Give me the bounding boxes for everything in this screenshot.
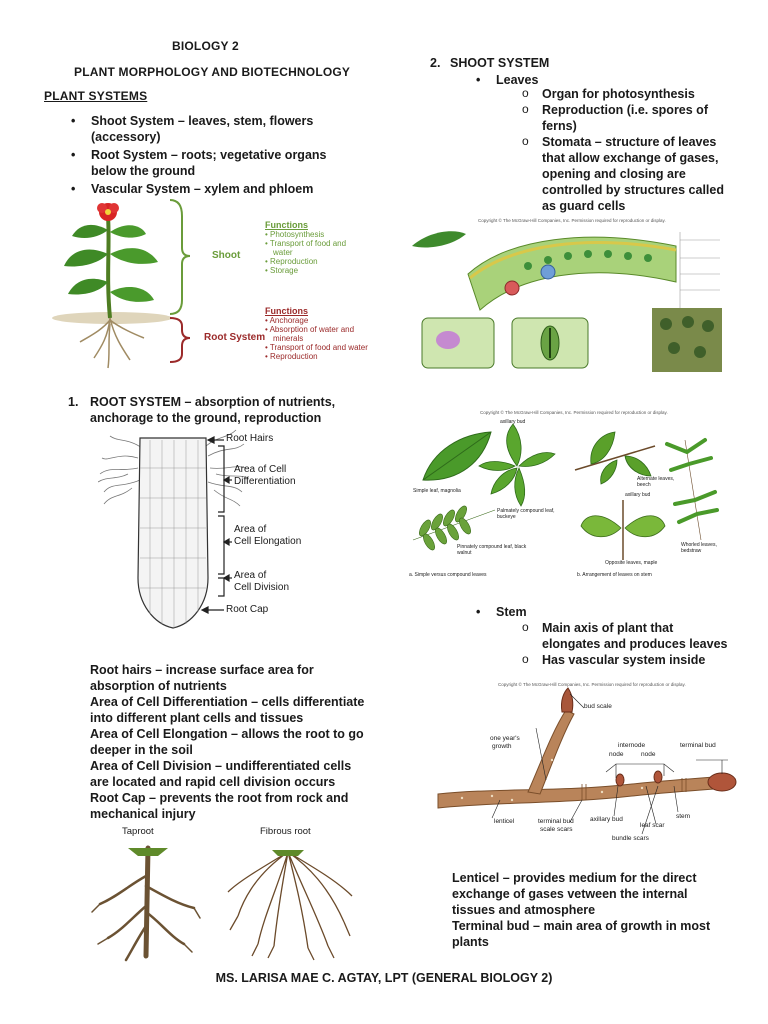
stem-label-text: one year's — [490, 735, 520, 742]
function-item: • Reproduction — [265, 352, 318, 361]
root-section-heading: ROOT SYSTEM – absorption of nutrients, anchorage to the ground, reproduction — [90, 395, 336, 425]
stem-label-text: internode — [618, 742, 646, 749]
leaves-label: • Leaves — [468, 72, 728, 88]
leaf-label: b. Arrangement of leaves on stem — [577, 572, 652, 578]
stem-label-text: terminal bud — [538, 818, 574, 825]
label-line: Cell Division — [234, 582, 290, 593]
function-item: • Photosynthesis — [265, 230, 325, 239]
leaf-label: Whorled leaves, bedstraw — [681, 542, 717, 554]
function-item: minerals — [273, 334, 304, 343]
stem-label-text: leaf scar — [640, 822, 665, 829]
copyright-notice: Copyright © The McGraw-Hill Companies, Inc. Permission required for reproduction or display. — [498, 682, 686, 687]
function-item: water — [273, 248, 293, 257]
root-functions-box — [265, 306, 375, 361]
label-line: Cell Elongation — [234, 536, 302, 547]
leaves-points — [518, 86, 728, 214]
description-item: Area of Cell Elongation – allows the root to go deeper in the soil — [90, 727, 364, 757]
description-item: Area of Cell Division – undifferentiated cells are located and rapid cell division occurs — [90, 759, 352, 789]
root-descriptions — [90, 662, 370, 822]
stem-label-text: scale scars — [540, 826, 573, 833]
leaf-label: a. Simple versus compound leaves — [409, 572, 487, 578]
label-line: Area of Cell — [234, 464, 287, 475]
leaf-label: Palmately compound leaf, buckeye — [497, 508, 555, 520]
stem-label-text: node — [609, 751, 624, 758]
shoot-section-number: 2. — [430, 56, 441, 70]
note-item: Terminal bud – main area of growth in most plants — [452, 919, 711, 949]
function-item: • Anchorage — [265, 316, 309, 325]
function-item: • Transport of food and water — [265, 343, 368, 352]
list-item: o Main axis of plant that elongates and produces leaves — [518, 620, 728, 652]
label-line: Area of — [234, 570, 267, 581]
leaf-label: axillary bud — [625, 492, 651, 498]
description-item: Area of Cell Differentiation – cells differentiate into different plant cells and tissues — [90, 695, 365, 725]
elongation-label — [234, 524, 301, 548]
root-cap-label: Root Cap — [226, 604, 269, 615]
list-item: o Stomata – structure of leaves that allow exchange of gases, opening and closing are controlled by structures called as guard cells — [518, 134, 728, 214]
plant-systems-heading: PLANT SYSTEMS — [44, 89, 148, 103]
function-item: • Absorption of water and — [265, 325, 355, 334]
note-item: Lenticel – provides medium for the direct exchange of gases vetween the internal tissues and atmosphere — [452, 871, 697, 917]
woody-stem-figure — [432, 680, 742, 850]
root-zones-figure — [98, 428, 338, 640]
stem-label-text: stem — [676, 813, 691, 820]
taproot-label: Taproot — [122, 826, 154, 837]
shoot-functions-box — [265, 220, 373, 275]
list-item: o Reproduction (i.e. spores of ferns) — [518, 102, 728, 134]
shoot-functions-heading: Functions — [265, 220, 308, 230]
stem-label-text: node — [641, 751, 656, 758]
list-item: • Root System – roots; vegetative organs below the ground — [63, 147, 363, 179]
label-line: Differentiation — [234, 476, 296, 487]
root-system-label: Root System — [204, 332, 266, 343]
differentiation-label — [234, 464, 296, 488]
division-label — [234, 570, 289, 594]
leaf-label: Pinnately compound leaf, black walnut — [457, 544, 527, 556]
footer-text: MS. LARISA MAE C. AGTAY, LPT (GENERAL BIOLOGY 2) — [215, 971, 553, 985]
list-item: • Vascular System – xylem and phloem — [63, 181, 363, 197]
page-title: BIOLOGY 2 — [172, 39, 239, 53]
stem-label-text: axillary bud — [590, 816, 623, 823]
root-types-figure — [88, 826, 378, 966]
stem-label-text: bud scale — [584, 703, 612, 710]
shoot-section-heading: SHOOT SYSTEM — [450, 56, 550, 70]
page-subtitle: PLANT MORPHOLOGY AND BIOTECHNOLOGY — [74, 65, 351, 79]
root-section-number: 1. — [68, 395, 79, 409]
description-item: Root hairs – increase surface area for absorption of nutrients — [90, 663, 314, 693]
stem-label: • Stem — [468, 604, 728, 620]
function-item: • Reproduction — [265, 257, 318, 266]
leaf-label: Alternate leaves, beech — [637, 476, 675, 488]
stem-notes — [452, 870, 732, 950]
leaf-cross-section-figure — [408, 218, 724, 380]
description-item: Root Cap – prevents the root from rock and mechanical injury — [90, 791, 349, 821]
stem-points — [518, 620, 728, 668]
copyright-notice: Copyright © The McGraw-Hill Companies, Inc. Permission required for reproduction or display. — [478, 218, 666, 223]
stem-label-text: bundle scars — [612, 835, 649, 842]
root-functions-heading: Functions — [265, 306, 308, 316]
leaf-label: Opposite leaves, maple — [605, 560, 658, 566]
leaf-label: axillary bud — [500, 419, 526, 425]
list-item: o Organ for photosynthesis — [518, 86, 728, 102]
copyright-notice: Copyright © The McGraw-Hill Companies, Inc. Permission required for reproduction or display. — [480, 410, 668, 415]
function-item: • Transport of food and — [265, 239, 347, 248]
root-hairs-label: Root Hairs — [226, 433, 274, 444]
list-item: o Has vascular system inside — [518, 652, 728, 668]
plant-systems-list — [63, 113, 363, 199]
function-item: • Storage — [265, 266, 299, 275]
shoot-label: Shoot — [212, 250, 241, 261]
fibrous-root-label: Fibrous root — [260, 826, 311, 837]
stem-label-text: growth — [492, 743, 512, 750]
label-line: Area of — [234, 524, 267, 535]
list-item: • Shoot System – leaves, stem, flowers (accessory) — [63, 113, 363, 145]
leaf-label: Simple leaf, magnolia — [413, 488, 461, 494]
stem-label-text: lenticel — [494, 818, 515, 825]
stem-label-text: terminal bud — [680, 742, 716, 749]
leaf-types-figure — [405, 410, 721, 580]
plant-functions-figure — [50, 196, 375, 374]
